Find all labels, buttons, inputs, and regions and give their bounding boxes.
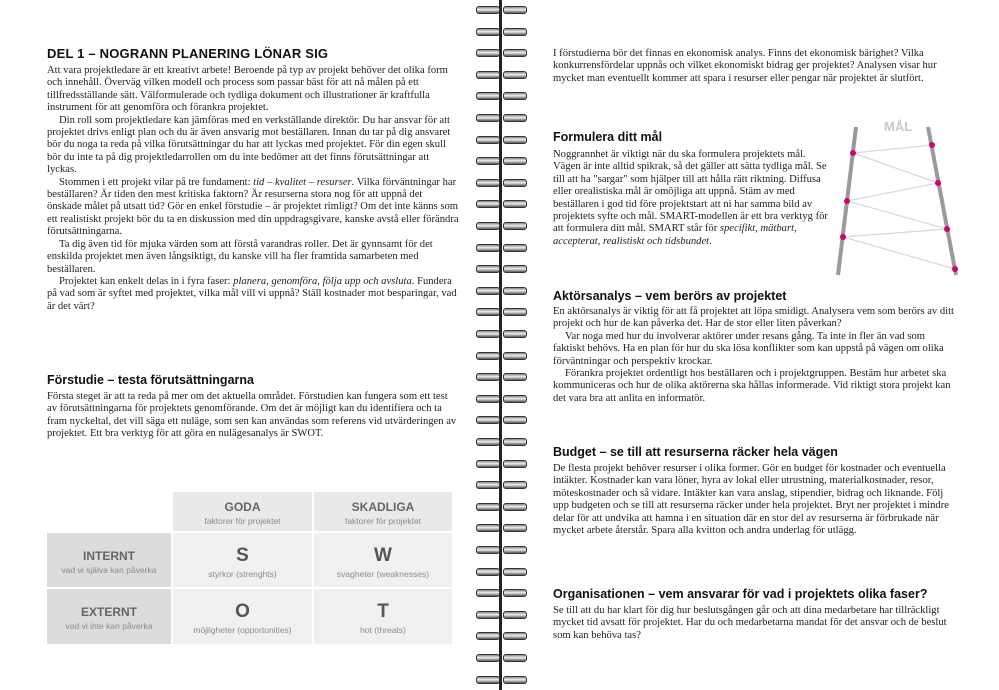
- mal-ladder-figure: [832, 117, 962, 277]
- swot-row-externt: EXTERNT vad vi inte kan påverka: [47, 589, 171, 644]
- budget-text: De flesta projekt behöver resurser i olika former. Gör en budget för kostnader och eventuella intäkter. Kostnader kan vara löner, hyra av lokal eller utrustning, materialkostnader, resor, möteskostnader och så vidare. Intäkter kan vara anslag, stipendier, bidrag och liknande. Följ upp budgeten och se till att resurserna räcker under hela projektet. Bryt ner projektet i mindre delar för att undvika att hamna i en situation där en stor del av resurserna är förbrukade när mycket arbete återstår. Spara alla kvitton och andra underlag för utlägg.: [553, 463, 949, 537]
- forstudie-heading: Förstudie – testa förutsättningarna: [47, 373, 254, 387]
- intro-paragraph-5: Projektet kan enkelt delas in i fyra faser: planera, genomföra, följa upp och avsluta. Fundera på vad som är syftet med projektet, vilka mål vill vi uppnå? Ställ kostnader mot besparingar, vad är det värt?: [47, 275, 457, 312]
- intro-paragraph-2: Din roll som projektledare kan jämföras med en verkställande direktör. Du har ansvar för att projektet drivs enligt plan och du är även ansvarig mot beställaren. Innan du tar på dig ansvaret bör du noga ta reda på vilka förutsättningar du har att lyckas med projektet. För din egen skull bör du inte ta på dig projektledarrollen om du inte bedömer att det finns förutsättningar att lyckas.: [47, 114, 451, 176]
- left-page: [0, 0, 490, 690]
- right-page: [510, 0, 999, 690]
- ladder-rungs: [843, 145, 955, 269]
- economy-intro: I förstudierna bör det finnas en ekonomisk analys. Finns det ekonomisk bärighet? Vilka konkurrensfördelar uppnås och vilket ekonomiskt bidrag ger projektet? Analysen visar hur mycket man eventuellt kommer att spara i resurser eller pengar när projektet är slutfört.: [553, 48, 937, 84]
- mal-text: Noggrannhet är viktigt när du ska formulera projektets mål. Vägen är inte alltid spikrak, så det gäller att sätta tydliga mål. Se till att ha "sargar" som hjälper till att hålla rätt riktning. Diffusa eller orealistiska mål är omöjliga att uppnå. Stäm av med beställaren i god tid före projektstart att ni har samma bild av projektets syfte och mål. SMART-modellen är ett bra verktyg för att formulera ditt mål. SMART står för specifikt, mätbart, accepterat, realistiskt och tidsbundet.: [553, 149, 828, 247]
- swot-cell-t: T hot (threats): [314, 589, 452, 644]
- intro-paragraph-1: Att vara projektledare är ett kreativt arbete! Beroende på typ av projekt behöver det olika form och innehåll. Överväg vilken modell och process som passar bäst för att nå målen på ett tillfredsställande sätt. Välformulerade och tydliga dokument och illustrationer är kraftfulla instrument för att genomföra och förankra projektet.: [47, 65, 448, 114]
- forstudie-text: Första steget är att ta reda på mer om det aktuella området. Förstudien kan fungera som ett test av förutsättningarna för projektets genomförande. Om det är möjligt kan du identifiera och ta fram nyckeltal, det vill säga ett nuläge, som sen kan användas som referens vid utvärderingen av projektet. Ett bra verktyg för att göra en nulägesanalys är SWOT.: [47, 391, 457, 440]
- mal-heading: Formulera ditt mål: [553, 130, 663, 144]
- intro-text: [47, 65, 459, 313]
- swot-col-goda: GODA faktorer för projektet: [173, 492, 312, 531]
- swot-col-skadliga: SKADLIGA faktorer för projektet: [314, 492, 452, 531]
- org-heading: Organisationen – vem ansvarar för vad i projektets olika faser?: [553, 587, 928, 601]
- org-text: Se till att du har klart för dig hur beslutsgången går och att dina medarbetare har tillräckligt mycket tid avsatt för projektet. Har du och medarbetarna mandat för det ansvar och de beslut som kan behöva tas?: [553, 605, 947, 641]
- swot-cell-w: W svagheter (weaknesses): [314, 533, 452, 587]
- swot-cell-o: O möjligheter (opportunities): [173, 589, 312, 644]
- intro-paragraph-4: Ta dig även tid för mjuka värden som att förstå varandras roller. Det är gynnsamt för det enskilda projektet men även långsiktigt, du kanske vill ha fler framtida samarbeten med beställaren.: [47, 238, 433, 275]
- budget-heading: Budget – se till att resurserna räcker hela vägen: [553, 445, 838, 459]
- right-rail: [928, 127, 956, 275]
- aktor-heading: Aktörsanalys – vem berörs av projektet: [553, 289, 787, 303]
- mal-label: MÅL: [884, 119, 913, 134]
- swot-table: [47, 492, 452, 644]
- chapter-heading: DEL 1 – NOGRANN PLANERING LÖNAR SIG: [47, 46, 329, 61]
- swot-cell-s: S styrkor (strenghts): [173, 533, 312, 587]
- intro-paragraph-3: Stommen i ett projekt vilar på tre fundament: tid – kvalitet – resurser. Vilka förväntningar har beställaren? Är tiden den mest kritiska faktorn? Är resurserna stora nog för att uppnå det önskade målet på utsatt tid? Gör en enkel förstudie – är projektet rimligt? Om det inte känns som ett realistiskt projekt bör du ta en diskussion med din uppdragsgivare, kanske avstå eller förändra förutsättningarna.: [47, 176, 459, 238]
- aktor-text: En aktörsanalys är viktig för att få projektet att löpa smidigt. Analysera vem som berörs av ditt projekt och hur de kan påverka det. Har de stor eller liten påverkan? Var noga med hur du involverar aktörer under resans gång. Ta inte in fler än vad som faktiskt behövs. Ha en plan för hur du ska lösa konflikter som kan uppstå på vägen om olika förväntningar och perspektiv krockar. Förankra projektet ordentligt hos beställaren och i projektgruppen. Bestäm hur arbetet ska kommuniceras och hur de olika aktörerna ska hållas informerade. Vid riktigt stora projekt kan det vara bra att anlita en informatör.: [553, 306, 954, 404]
- swot-row-internt: INTERNT vad vi själva kan påverka: [47, 533, 171, 587]
